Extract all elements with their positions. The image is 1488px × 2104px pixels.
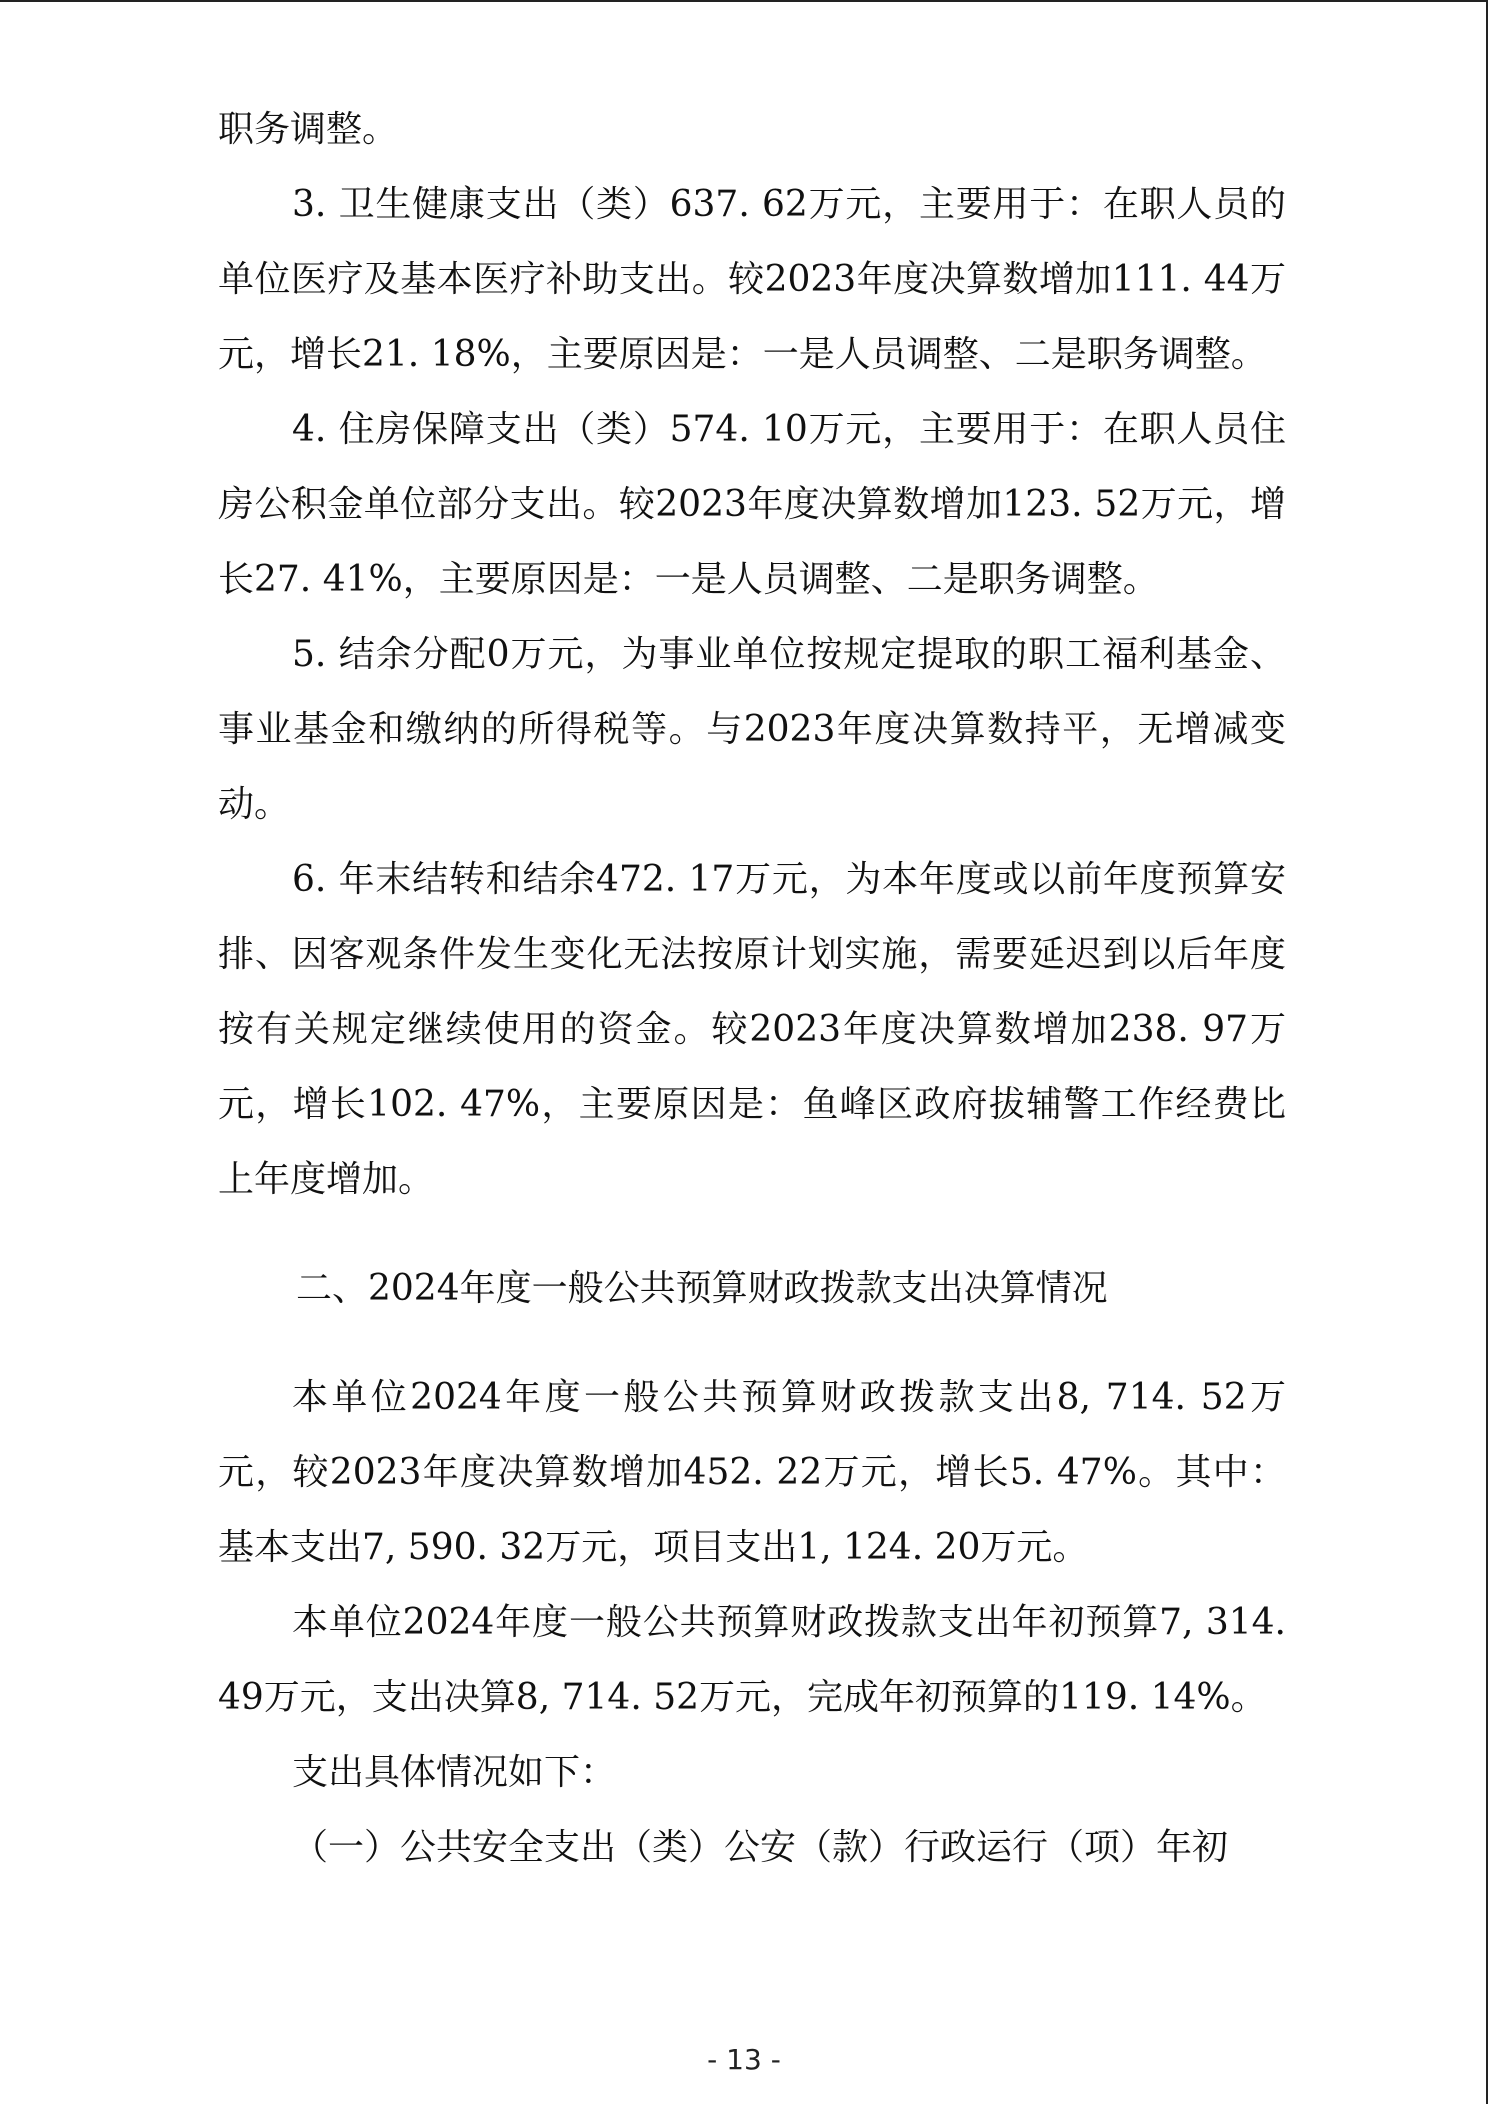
page-number: - 13 - xyxy=(707,2043,781,2076)
paragraph-continuation: 职务调整。 xyxy=(218,109,399,150)
paragraph-public-security-item: （一）公共安全支出（类）公安（款）行政运行（项）年初 xyxy=(292,1827,1229,1868)
paragraph-total-expenditure: 本单位2024年度一般公共预算财政拨款支出8, 714. 52万元，较2023年度决算数增加452. 22万元，增长5. 47%。其中：基本支出7, 590. 32万元，项目支出1, 124. 20万元。 xyxy=(218,1377,1286,1568)
section-heading-wrapper xyxy=(218,1217,1286,1360)
section-heading: 二、2024年度一般公共预算财政拨款支出决算情况 xyxy=(296,1268,1108,1309)
paragraph-health-expenditure: 3. 卫生健康支出（类）637. 62万元，主要用于：在职人员的单位医疗及基本医疗补助支出。较2023年度决算数增加111. 44万元，增长21. 18%，主要原因是：一是人员调整、二是职务调整。 xyxy=(218,184,1286,375)
paragraph-surplus-distribution: 5. 结余分配0万元，为事业单位按规定提取的职工福利基金、事业基金和缴纳的所得税等。与2023年度决算数持平，无增减变动。 xyxy=(218,634,1286,825)
paragraph-year-end-balance: 6. 年末结转和结余472. 17万元，为本年度或以前年度预算安排、因客观条件发生变化无法按原计划实施，需要延迟到以后年度按有关规定继续使用的资金。较2023年度决算数增加238. 97万元，增长102. 47%，主要原因是：鱼峰区政府拔辅警工作经费比上年度增加。 xyxy=(218,859,1286,1200)
paragraph-budget-completion: 本单位2024年度一般公共预算财政拨款支出年初预算7, 314. 49万元，支出决算8, 714. 52万元，完成年初预算的119. 14%。 xyxy=(218,1602,1286,1718)
page-border-top xyxy=(0,0,1488,2)
paragraph-housing-expenditure: 4. 住房保障支出（类）574. 10万元，主要用于：在职人员住房公积金单位部分支出。较2023年度决算数增加123. 52万元，增长27. 41%，主要原因是：一是人员调整、二是职务调整。 xyxy=(218,409,1286,600)
document-body xyxy=(218,92,1286,1885)
paragraph-details-intro: 支出具体情况如下： xyxy=(292,1752,617,1793)
